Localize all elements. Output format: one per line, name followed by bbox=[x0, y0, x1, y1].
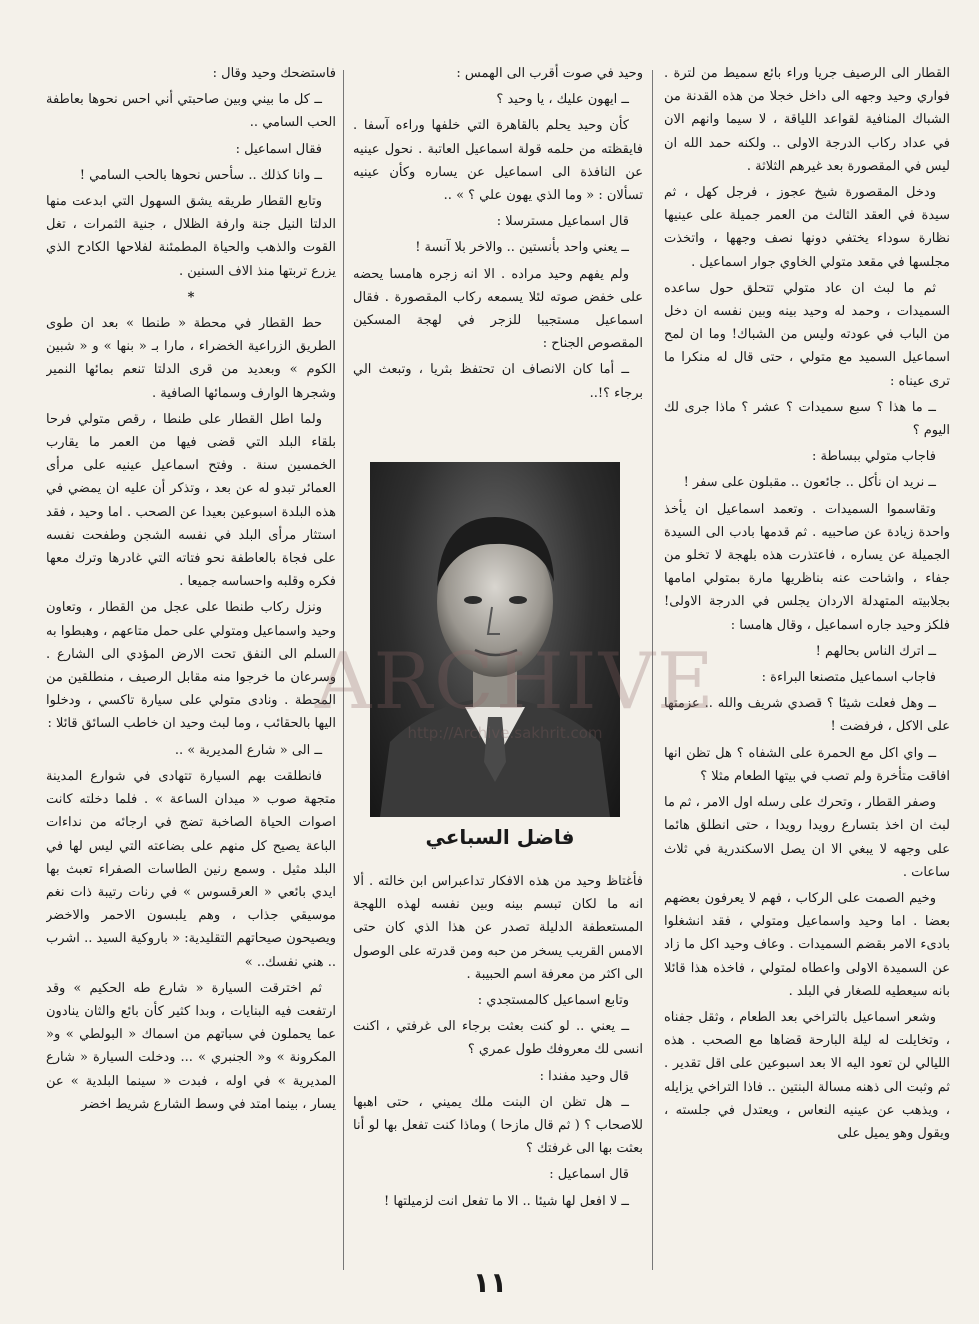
dialogue-line: ــ لا افعل لها شيئا .. الا ما تفعل انت لزميلتها ! bbox=[384, 1193, 629, 1209]
portrait-illustration bbox=[370, 462, 620, 817]
column-divider bbox=[652, 70, 653, 1270]
article-column-middle-top bbox=[353, 62, 643, 462]
dialogue-line: ــ ما هذا ؟ سبع سميدات ؟ عشر ؟ ماذا جرى لك اليوم ؟ bbox=[664, 399, 950, 439]
paragraph: قال وحيد مفندا : bbox=[539, 1068, 629, 1084]
paragraph: ولم يفهم وحيد مراده . الا انه زجره هامسا يحضه على خفض صوته لئلا يسمعه ركاب المقصورة . فقال اسماعيل مستجيبا للزجر في لهجة المسكين المقصوص الجناح : bbox=[353, 266, 643, 352]
paragraph: ودخل المقصورة شيخ عجوز ، فرجل كهل ، ثم سيدة في العقد الثالث من العمر جميلة على عينيها نظارة سوداء يختفي دونها نصف وجهها ، واتخذت مجلسها في مقعد متولي الخاوي جوار اسماعيل . bbox=[664, 185, 950, 270]
author-portrait-photo bbox=[370, 462, 620, 817]
dialogue-line: ــ أما كان الانصاف ان تحتفظ بثريا ، وتبعث الي برجاء ؟!.. bbox=[353, 362, 643, 401]
paragraph: فاجاب متولي ببساطة : bbox=[811, 449, 936, 465]
dialogue-line: ــ واي اكل مع الحمرة على الشفاه ؟ هل تظن انها افاقت متأخرة ولم تصب في بيتها الطعام مثلا ؟ bbox=[664, 745, 950, 784]
section-break-asterisk: * bbox=[187, 289, 195, 305]
dialogue-line: ــ وانا كذلك .. سأحس نحوها بالحب السامي ! bbox=[79, 167, 322, 183]
paragraph: حط القطار في محطة « طنطا » بعد ان طوى الطريق الزراعية الخضراء ، مارا بـ « بنها » و « شبين الكوم » وبعديد من قرى الدلتا تنعم بمائها النمير وشجرها الوارف وسمائها الصافية . bbox=[46, 316, 336, 401]
paragraph: فاجاب اسماعيل متصنعا البراءة : bbox=[761, 670, 936, 686]
dialogue-line: ــ الى « شارع المديرية » .. bbox=[174, 742, 322, 758]
paragraph: ثم ما لبث ان عاد متولي تتحلق حول ساعده السميدات ، وحمد له وحيد بينه وبين نفسه ان دخل من الباب في عودته وليس من الشباك! وما ان لمح اسماعيل السميد مع متولي ، حتى قال له منكرا ما ترى عيناه : bbox=[664, 280, 950, 389]
dialogue-line: ــ وهل فعلت شيئا ؟ قصدي شريف والله .. عزمتها على الاكل ، فرفضت ! bbox=[664, 696, 950, 735]
article-column-left bbox=[46, 62, 336, 1277]
watermark-title: ARCHIVE bbox=[315, 637, 716, 727]
article-column-middle-bottom bbox=[353, 870, 643, 1270]
paragraph: ولما اطل القطار على طنطا ، رقص متولي فرحا بلقاء البلد التي قضى فيها من العمر ما يقارب الخمسين سنة . وفتح اسماعيل عينيه على مرأى العمائر تبدو له عن بعد ، وتذكر أن عليه ان يمضي في هذه البلدة اسبوعين بعيدا عن الصحب . اما وحيد ، فقد استثار مرأى البلد في نفسه الشجن وطفحت نفسه على فجاة بالعاطفة نحو فتاته التي غادرها وترك معها فكره وقلبه واحساسه جميعا . bbox=[46, 411, 336, 590]
dialogue-line: ــ اترك الناس بحالهم ! bbox=[815, 643, 936, 659]
paragraph: وشعر اسماعيل بالتراخي بعد الطعام ، وثقل جفناه ، وتخايلت له ليلة البارحة قضاها مع الصحب . هذه الليالي لن تعود اليه الا بعد اسبوعين على اقل تقدير . ثم وثبت الى ذهنه مسالة البنتين .. فاذا التراخي يزايله ، ويذهب عن عينيه النعاس ، ويعتدل في جلسته ، ويقول وهو يميل على bbox=[664, 1009, 950, 1141]
paragraph: فانطلقت بهم السيارة تتهادى في شوارع المدينة متجهة صوب « ميدان الساعة » . فلما دخلته كانت اصوات الحياة الصاخبة تضج في ارجائه من نداءات الباعة يصيح كل منهم على بضاعته التي ليس لها في البلد مثيل . وسمع رنين الطاسات الصفراء تعبث بها ايدي بائعي « العرقسوس » في رنات رتيبة ذات نغم موسيقي جذاب ، وهم يلبسون الاحمر والاخضر ويصيحون صيحاتهم التقليدية: « باروكية السيد .. اشرب .. هني نفسك.. » bbox=[46, 768, 336, 970]
dialogue-line: ــ هل تظن ان البنت ملك يميني ، حتى اهبها للاصحاب ؟ ( ثم قال مازحا ) وماذا كنت تفعل بها لو أنا بعثت بها الى غرفتك ؟ bbox=[353, 1094, 643, 1157]
dialogue-line: ــ يعني واحد بأنستين .. والاخر بلا آنسة ! bbox=[415, 240, 629, 256]
page-number: ١١ bbox=[472, 1266, 508, 1299]
paragraph: ثم اخترقت السيارة « شارع طه الحكيم » وقد ارتفعت فيه البنايات ، وبدا كثير كأن بائع والثان ينادون عما يحملون في سباتهم من اسماك « البولطي » و« المكرونة » و« الجنبري » ... ودخلت السيارة « شارع المديرية » في اوله ، فبدت « سينما البلدية » عن يسار ، بينما امتد في وسط الشارع شريط اخضر bbox=[46, 980, 336, 1112]
paragraph: القطار الى الرصيف جريا وراء بائع سميط من لترة . فواري وحيد وجهه الى داخل خجلا من هذه القدنة من الشباك المنافية لقواعد اللياقة ، لا سيما وانهم الان في عداد ركاب الدرجة الاولى .. ولكنه حمد الله ان ليس في المقصورة بعد غيرهم الثلاثة . bbox=[664, 66, 950, 174]
paragraph: ونزل ركاب طنطا على عجل من القطار ، وتعاون وحيد واسماعيل ومتولي على حمل متاعهم ، وهبطوا به السلم الى النفق تحت الارض المؤدي الى الشارع . وسرعان ما خرجوا منه مقابل الرصيف ، منطلقين من المحطة . ونادى متولي على سيارة تاكسي ، ودخلوا اليها بالحقائب ، وما لبث وحيد ان خاطب السائق قائلا : bbox=[46, 600, 336, 732]
article-column-right bbox=[664, 62, 950, 1262]
paragraph: وتابع القطار طريقه يشق السهول التي ابدعت منها الدلتا النيل جنة وارفة الظلال ، جنية الثمرات ، تغل القوت والذهب والحياة المطمئنة لفلاحها الكادح الذي يزرع تربتها منذ الاف السنين . bbox=[46, 194, 336, 279]
paragraph: وصفر القطار ، وتحرك على رسله اول الامر ، ثم ما لبث ان اخذ بتسارع رويدا رويدا ، حتى انطلق هائما على وجهه لا يبغي الا ان يصل الاسكندرية في ثلاث ساعات . bbox=[664, 795, 950, 880]
paragraph: وحيد في صوت أقرب الى الهمس : bbox=[456, 66, 643, 81]
paragraph: وخيم الصمت على الركاب ، فهم لا يعرفون بعضهم بعضا . اما وحيد واسماعيل ومتولي ، فقد انشغلوا بادىء الامر بقضم السميدات . وعاف وحيد اكل ما زاد عن السميدة الاولى واعطاه لمتولي ، فاخذه هذا قائلا بانه سيعطيه للصغار في البلد . bbox=[664, 890, 950, 999]
paragraph: فاستضحك وحيد وقال : bbox=[212, 66, 336, 81]
paragraph: وتابع اسماعيل كالمستجدي : bbox=[477, 993, 629, 1009]
photo-caption: فاضل السباعي bbox=[425, 825, 575, 849]
dialogue-line: ــ كل ما بيني وبين صاحبتي أني احس نحوها بعاطفة الحب السامي .. bbox=[46, 92, 336, 131]
watermark-url: http://Archive.sakhrit.com bbox=[407, 724, 603, 742]
paragraph: فقال اسماعيل : bbox=[235, 141, 322, 157]
paragraph: كأن وحيد يحلم بالقاهرة التي خلفها وراءه آسفا . فايقظته من حلمه قولة اسماعيل العاتبة . نحول عينيه عن النافذة الى اسماعيل عن يساره وكأن عينيه تسألان : « وما الذي يهون علي ؟ » .. bbox=[353, 118, 643, 204]
dialogue-line: ــ ايهون عليك ، يا وحيد ؟ bbox=[496, 92, 629, 108]
column-divider bbox=[343, 70, 344, 1270]
dialogue-line: ــ يعني .. لو كنت بعثت برجاء الى غرفتي ، اكنت انسى لك معروفك طول عمري ؟ bbox=[353, 1019, 643, 1058]
paragraph: قال اسماعيل مسترسلا : bbox=[496, 214, 629, 230]
dialogue-line: ــ نريد ان نأكل .. جائعون .. مقبلون على سفر ! bbox=[683, 475, 936, 491]
paragraph: وتقاسموا السميدات . وتعمد اسماعيل ان يأخذ واحدة زيادة عن صاحبيه . ثم قدمها بادب الى السيدة الجميلة عن يساره ، فاعتذرت هذه بلهجة لا تخلو من جفاء ، واشاحت عنه بناظريها مارة بمتولي امامها بجلابيته المتهدلة الاردان يجلس في الدرجة الاولى! فلكز وحيد جاره اسماعيل ، وقال هامسا : bbox=[664, 501, 950, 633]
paragraph: فأغتاظ وحيد من هذه الافكار تداعبراس ابن خالته . ألا انه ما لكان تبسم بينه وبين نفسه لهذه اللهجة المستعطفة الدليلة تصدر عن هذا الذي كان حتى الامس القريب يسخر من حبه ومن قدرته على الوصول الى اكثر من معرفة اسم الحبيبة . bbox=[353, 874, 643, 982]
paragraph: قال اسماعيل : bbox=[549, 1167, 629, 1183]
